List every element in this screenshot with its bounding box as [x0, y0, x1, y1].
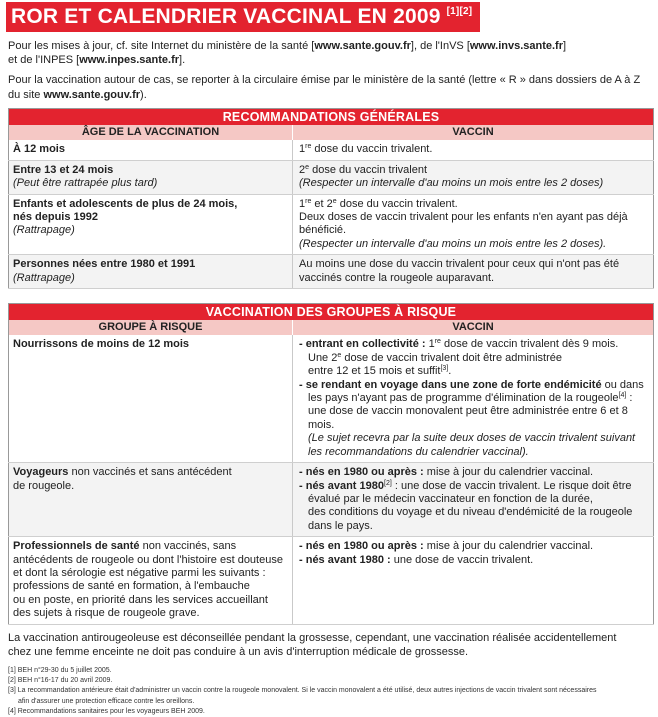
age-cell	[9, 255, 293, 289]
age-cell	[9, 194, 293, 255]
title-refs: [1][2]	[446, 6, 473, 17]
vaccine-text	[299, 466, 647, 479]
intro-text: du site	[8, 88, 44, 101]
condition-label: - se rendant en voyage dans une zone de forte endémicité	[299, 378, 602, 391]
vaccine-note: (Le sujet recevra par la suite deux doses de vaccin trivalent suivant	[308, 432, 636, 445]
link-sante-2[interactable]: www.sante.gouv.fr	[43, 88, 141, 101]
age-note: (Peut être rattrapée plus tard)	[13, 177, 158, 190]
age-label: nés depuis 1992	[13, 210, 98, 223]
group-text: non vaccinés, sans	[139, 540, 237, 553]
intro-text: Pour les mises à jour, cf. site Internet du ministère de la santé [	[8, 39, 315, 52]
footnotes	[4, 666, 654, 717]
column-header-age: ÂGE DE LA VACCINATION	[9, 125, 293, 140]
vaccine-cell	[293, 194, 654, 255]
pregnancy-note	[4, 631, 654, 660]
group-label: Voyageurs	[13, 466, 69, 479]
vaccine-text	[299, 365, 647, 378]
group-text	[13, 540, 286, 553]
group-text: de rougeole.	[13, 479, 75, 492]
vaccine-text: les pays n'ayant pas de programme d'élimination de la rougeole	[308, 392, 619, 405]
table-row	[9, 255, 654, 289]
footnote-ref: [3]	[440, 365, 449, 373]
age-label: Enfants et adolescents de plus de 24 mois,	[13, 197, 238, 210]
condition-label: - nés en 1980 ou après :	[299, 540, 424, 553]
intro-text: et de l'INPES [	[8, 53, 80, 66]
intro-text: Pour la vaccination autour de cas, se reporter à la circulaire émise par le ministère de la santé (lettre « R » dans dossiers de A à Z	[8, 74, 641, 87]
table-row	[9, 194, 654, 255]
intro-paragraph-2	[8, 73, 654, 102]
vaccine-text: : une dose de vaccin trivalent. Le risque doit être	[391, 479, 632, 492]
vaccine-cell	[293, 537, 654, 624]
link-inpes[interactable]: www.inpes.sante.fr	[79, 53, 180, 66]
condition-label: - entrant en collectivité :	[299, 338, 426, 351]
age-label: Personnes nées entre 1980 et 1991	[13, 258, 196, 271]
vaccine-text: mise à jour du calendrier vaccinal.	[423, 466, 594, 479]
vaccine-text	[299, 392, 647, 405]
vaccine-text: mise à jour du calendrier vaccinal.	[423, 540, 594, 553]
intro-text: ).	[140, 88, 147, 101]
group-text: antécédents de rougeole ou dont l'histoire est douteuse	[13, 553, 283, 566]
vaccine-text: vaccinés contre la rougeole auparavant.	[299, 271, 495, 284]
vaccine-note: (Respecter un intervalle d'au moins un mois entre les 2 doses).	[299, 237, 607, 250]
table-row	[9, 463, 654, 537]
group-label: Professionnels de santé	[13, 540, 140, 553]
vaccine-text: une dose de vaccin trivalent.	[390, 553, 534, 566]
vaccine-text: une dose de vaccin monovalent peut être administrée entre 6 et 8 mois.	[308, 405, 628, 431]
vaccine-text: .	[448, 365, 452, 378]
vaccine-text	[299, 379, 647, 392]
footnote-ref: [2]	[384, 479, 392, 487]
vaccine-text: :	[626, 392, 633, 405]
vaccine-text: Une 2e dose de vaccin trivalent doit être administrée	[308, 351, 562, 364]
vaccine-text: bénéficié.	[299, 224, 347, 237]
group-cell	[9, 463, 293, 537]
vaccine-text	[299, 480, 647, 493]
vaccine-cell	[293, 463, 654, 537]
footnote: [2] BEH n°16-17 du 20 avril 2009.	[8, 677, 113, 685]
group-text: et dont la sérologie est négative parmi les suivants :	[13, 566, 266, 579]
vaccine-text: ou dans	[601, 378, 644, 391]
group-text: professions de santé en formation, à l'embauche	[13, 580, 250, 593]
condition-label: - nés en 1980 ou après :	[299, 466, 424, 479]
intro	[4, 39, 654, 102]
group-text	[13, 466, 286, 479]
column-header-vaccine: VACCIN	[293, 125, 654, 140]
vaccine-note: les recommandations du calendrier vaccinal).	[308, 445, 529, 458]
footnote: afin d'assurer une protection efficace contre les oreillons.	[18, 697, 195, 705]
vaccine-cell	[293, 140, 654, 160]
vaccine-text: Au moins une dose du vaccin trivalent pour ceux qui n'ont pas été	[299, 258, 620, 271]
link-sante[interactable]: www.sante.gouv.fr	[314, 39, 411, 52]
title-text: ROR ET CALENDRIER VACCINAL EN 2009	[11, 5, 441, 28]
vaccine-text: dans le pays.	[308, 519, 373, 532]
vaccine-text: entre 12 et 15 mois et suffit	[308, 365, 441, 378]
vaccine-text: 1re et 2e dose du vaccin trivalent.	[299, 197, 458, 210]
intro-text: ], de l'InVS [	[410, 39, 470, 52]
vaccine-text	[299, 540, 647, 553]
vaccine-note: (Respecter un intervalle d'au moins un mois entre les 2 doses)	[299, 177, 604, 190]
group-cell	[9, 537, 293, 624]
group-text: des sujets à risque de rougeole grave.	[13, 607, 200, 620]
table-row	[9, 140, 654, 160]
pregnancy-note-text: La vaccination antirougeoleuse est déconseillée pendant la grossesse, cependant, une vaccination réalisée accidentellement	[8, 631, 617, 644]
vaccine-cell	[293, 255, 654, 289]
page-title	[6, 2, 480, 32]
link-invs[interactable]: www.invs.sante.fr	[469, 39, 563, 52]
vaccine-text: évalué par le médecin vaccinateur en fonction de la durée,	[308, 492, 593, 505]
vaccine-text: 1re dose du vaccin trivalent.	[299, 143, 433, 156]
footnote: [3] La recommandation antérieure était d'administrer un vaccin contre la rougeole monovalent. Si le vaccin monovalent a été utilisé, deux autres injections de vaccin trivalent sont nécessaires	[8, 687, 597, 695]
condition-label: - nés avant 1980	[299, 479, 384, 492]
age-label: À 12 mois	[13, 143, 65, 156]
intro-paragraph-1	[8, 39, 654, 68]
table-general-recommendations	[8, 108, 654, 289]
table-title: RECOMMANDATIONS GÉNÉRALES	[9, 108, 654, 125]
age-cell	[9, 160, 293, 194]
vaccine-text: 2e dose du vaccin trivalent	[299, 163, 428, 176]
table-risk-groups	[8, 303, 654, 625]
table-row	[9, 335, 654, 462]
footnote: [1] BEH n°29-30 du 5 juillet 2005.	[8, 667, 112, 675]
group-text: ou en poste, en priorité dans les services accueillant	[13, 593, 268, 606]
table-title: VACCINATION DES GROUPES À RISQUE	[9, 303, 654, 320]
vaccine-cell	[293, 335, 654, 462]
intro-text: ].	[179, 53, 186, 66]
age-label: Entre 13 et 24 mois	[13, 163, 114, 176]
group-text: non vaccinés et sans antécédent	[68, 466, 232, 479]
intro-text: ]	[563, 39, 567, 52]
vaccine-text: - entrant en collectivité : 1re dose de vaccin trivalent dès 9 mois.	[299, 338, 619, 351]
vaccine-cell	[293, 160, 654, 194]
pregnancy-note-text: chez une femme enceinte ne doit pas conduire à un avis d'interruption médicale de grossesse.	[8, 645, 469, 658]
group-label: Nourrissons de moins de 12 mois	[13, 338, 190, 351]
table-row	[9, 537, 654, 624]
condition-label: - nés avant 1980 :	[299, 553, 391, 566]
footnote: [4] Recommandations sanitaires pour les voyageurs BEH 2009.	[8, 707, 205, 715]
column-header-vaccine: VACCIN	[293, 320, 654, 335]
age-note: (Rattrapage)	[13, 224, 75, 237]
footnote-ref: [4]	[618, 392, 627, 400]
age-note: (Rattrapage)	[13, 271, 75, 284]
column-header-group: GROUPE À RISQUE	[9, 320, 293, 335]
age-cell	[9, 140, 293, 160]
vaccine-text: des conditions du voyage et du niveau d'endémicité de la rougeole	[308, 506, 633, 519]
group-cell	[9, 335, 293, 462]
vaccine-text: Deux doses de vaccin trivalent pour les enfants n'en ayant pas déjà	[299, 210, 628, 223]
table-row	[9, 160, 654, 194]
spacer	[4, 289, 654, 303]
vaccine-text	[299, 554, 647, 567]
